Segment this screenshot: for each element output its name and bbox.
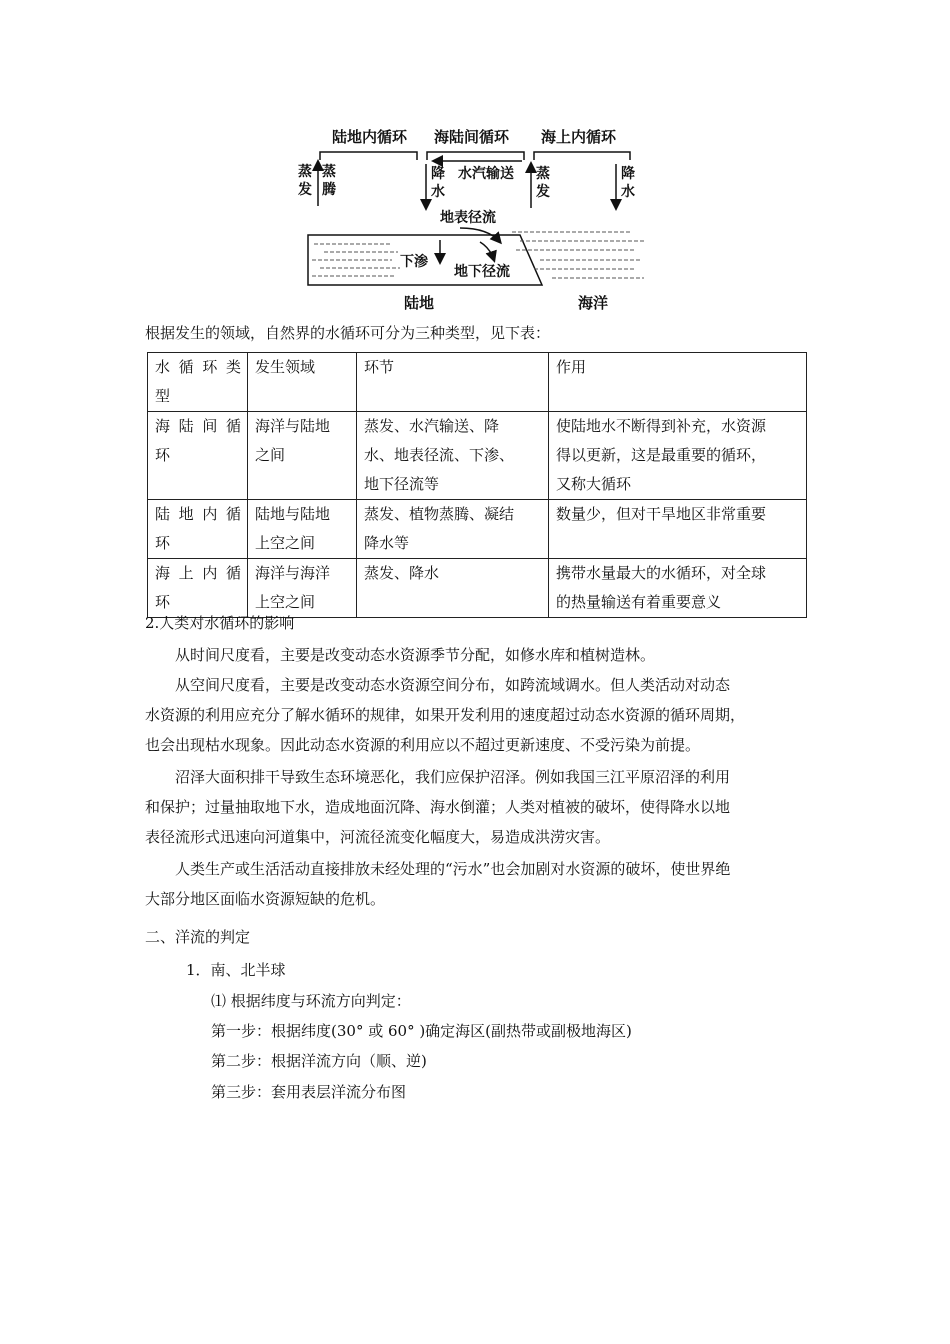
label-sea-land-cycle: 海陆间循环 bbox=[434, 128, 510, 146]
cell-type: 陆地内循 环 bbox=[148, 500, 248, 559]
cell-role: 数量少，但对干旱地区非常重要 bbox=[549, 500, 807, 559]
bracket-sea bbox=[534, 152, 630, 160]
paragraph-wetland: 沼泽大面积排干导致生态环境恶化，我们应保护沼泽。例如我国三江平原沼泽的利用 和保护；过量抽取地下水，造成地面沉降、海水倒灌；人类对植被的破坏，使得降水以地 表径流形式迅速向河道集中，河流径流变化幅度大，易造成洪涝灾害。 bbox=[145, 768, 731, 846]
table-row bbox=[148, 500, 807, 559]
table-intro: 根据发生的领域，自然界的水循环可分为三种类型，见下表： bbox=[145, 324, 551, 342]
sea-evaporation-1: 蒸 bbox=[536, 166, 550, 182]
bracket-sea-land bbox=[427, 152, 524, 160]
land-precipitation-2: 水 bbox=[431, 184, 445, 200]
cell-role: 携带水量最大的水循环，对全球 的热量输送有着重要意义 bbox=[549, 559, 807, 618]
sea-evaporation-2: 发 bbox=[536, 184, 550, 200]
header-type: 水循环类 型 bbox=[148, 353, 248, 412]
transpiration-1: 蒸 bbox=[322, 164, 336, 180]
paragraph-space-scale: 从空间尺度看，主要是改变动态水资源空间分布，如跨流域调水。但人类活动对动态 水资源的利用应充分了解水循环的规律，如果开发利用的速度超过动态水资源的循环周期， 也会出现枯水现象。因此动态水资源的利用应以不超过更新速度、不受污染为前提。 bbox=[145, 676, 746, 754]
table-row bbox=[148, 559, 807, 618]
cell-area: 海洋与海洋 上空之间 bbox=[248, 559, 357, 618]
water-cycle-diagram bbox=[290, 118, 660, 318]
sea-precipitation-1: 降 bbox=[621, 166, 635, 182]
surface-runoff-label: 地表径流 bbox=[440, 210, 496, 226]
step-1: 第一步：根据纬度(30° 或 60° )确定海区(副热带或副极地海区) bbox=[211, 1022, 632, 1040]
ocean-label: 海洋 bbox=[578, 294, 609, 312]
water-cycle-svg bbox=[290, 118, 660, 318]
groundwater-arrow bbox=[480, 242, 494, 260]
table-header-row bbox=[148, 353, 807, 412]
sub-item-latitude: ⑴ 根据纬度与环流方向判定： bbox=[211, 992, 411, 1010]
ocean-dashes bbox=[512, 232, 644, 278]
land-label: 陆地 bbox=[404, 294, 435, 312]
item-hemispheres: 1．南、北半球 bbox=[186, 961, 286, 979]
vapor-transport-label: 水汽输送 bbox=[458, 166, 514, 182]
water-cycle-table bbox=[147, 352, 807, 618]
land-evaporation-1: 蒸 bbox=[298, 164, 312, 180]
step-2: 第二步：根据洋流方向（顺、逆) bbox=[211, 1052, 427, 1070]
paragraph-time-scale: 从时间尺度看，主要是改变动态水资源季节分配，如修水库和植树造林。 bbox=[175, 646, 656, 664]
header-links: 环节 bbox=[357, 353, 549, 412]
cell-area: 海洋与陆地 之间 bbox=[248, 412, 357, 500]
infiltration-label: 下渗 bbox=[400, 254, 428, 270]
land-precipitation-1: 降 bbox=[431, 166, 445, 182]
cell-links: 蒸发、水汽输送、降 水、地表径流、下渗、 地下径流等 bbox=[357, 412, 549, 500]
cell-links: 蒸发、植物蒸腾、凝结 降水等 bbox=[357, 500, 549, 559]
cell-area: 陆地与陆地 上空之间 bbox=[248, 500, 357, 559]
section-2-title: 2.人类对水循环的影响 bbox=[145, 614, 295, 632]
transpiration-2: 腾 bbox=[322, 182, 336, 198]
heading-ocean-currents: 二、洋流的判定 bbox=[145, 928, 251, 946]
cell-role: 使陆地水不断得到补充，水资源 得以更新，这是最重要的循环， 又称大循环 bbox=[549, 412, 807, 500]
groundwater-runoff-label: 地下径流 bbox=[454, 264, 510, 280]
cell-type: 海上内循 环 bbox=[148, 559, 248, 618]
label-land-cycle: 陆地内循环 bbox=[332, 128, 408, 146]
land-dashes bbox=[312, 244, 400, 276]
header-area: 发生领域 bbox=[248, 353, 357, 412]
step-3: 第三步：套用表层洋流分布图 bbox=[211, 1083, 407, 1101]
cell-links: 蒸发、降水 bbox=[357, 559, 549, 618]
cell-type: 海陆间循 环 bbox=[148, 412, 248, 500]
label-sea-cycle: 海上内循环 bbox=[541, 128, 617, 146]
bracket-land bbox=[320, 152, 417, 160]
sea-precipitation-2: 水 bbox=[621, 184, 635, 200]
header-role: 作用 bbox=[549, 353, 807, 412]
land-evaporation-2: 发 bbox=[298, 182, 312, 198]
table-row bbox=[148, 412, 807, 500]
paragraph-sewage: 人类生产或生活活动直接排放未经处理的“污水”也会加剧对水资源的破坏，使世界绝 大部分地区面临水资源短缺的危机。 bbox=[145, 860, 731, 908]
